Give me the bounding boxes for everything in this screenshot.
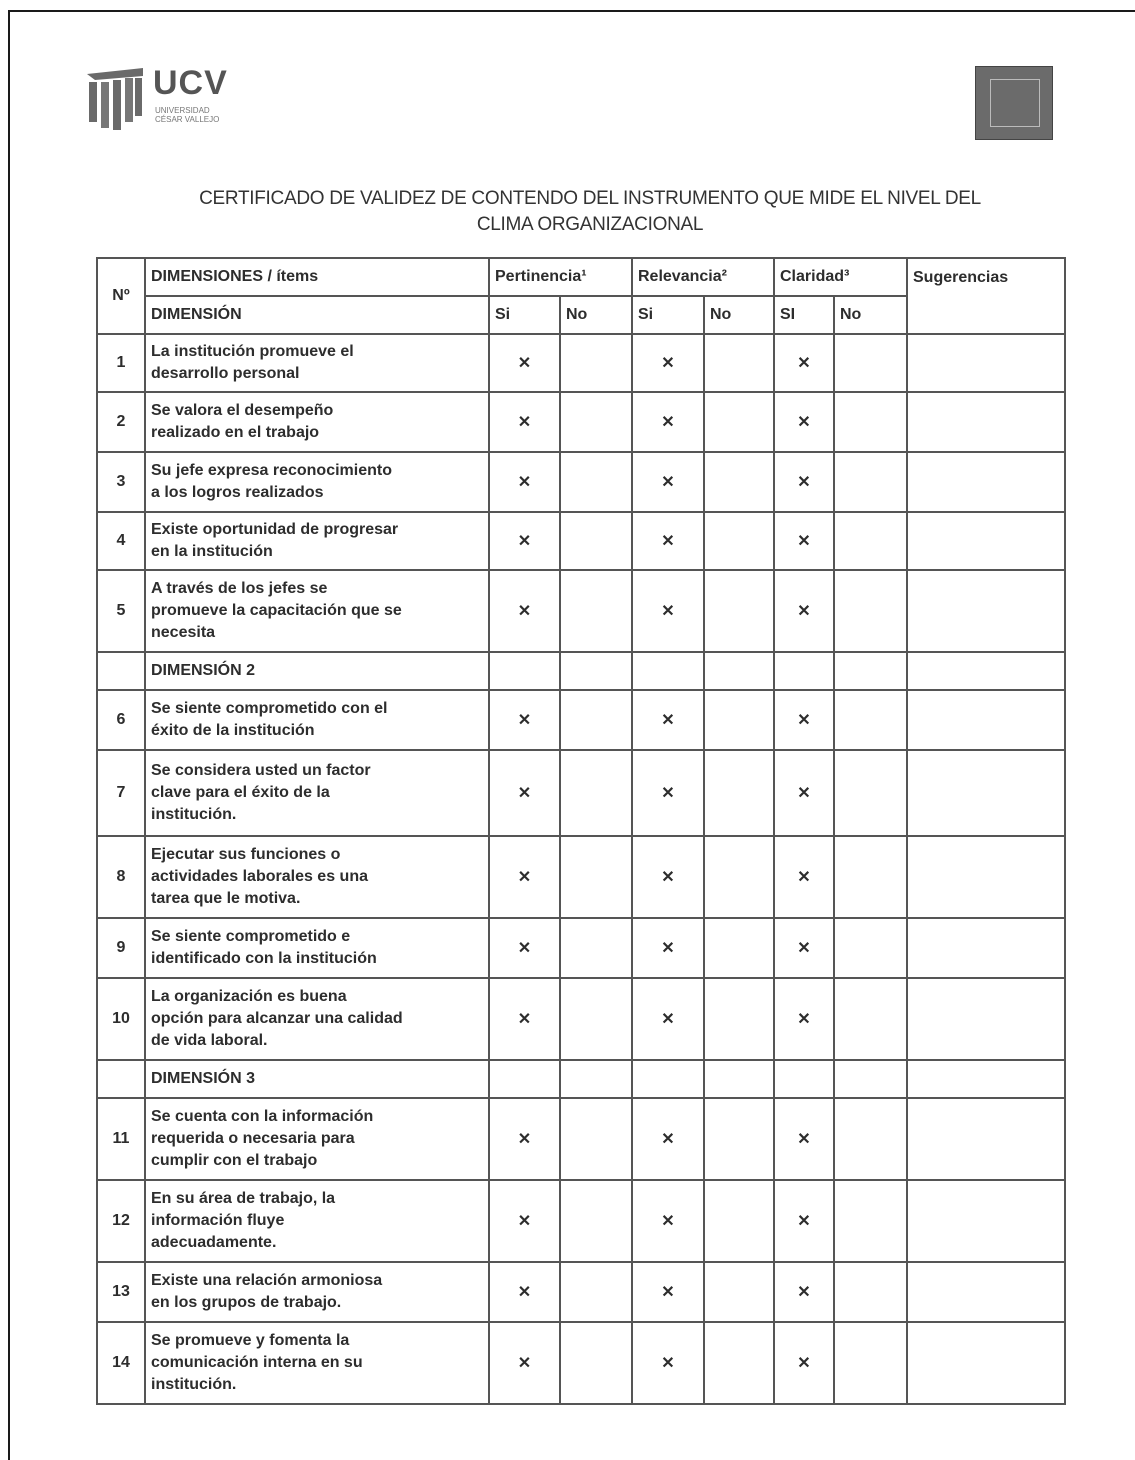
check-mark: ✕	[489, 1180, 560, 1262]
header-no: No	[834, 296, 907, 334]
check-mark: ✕	[632, 978, 704, 1060]
check-mark: ✕	[774, 1262, 834, 1322]
logo-wordmark: UCV	[153, 64, 228, 102]
check-mark: ✕	[489, 1098, 560, 1180]
check-mark: ✕	[632, 1262, 704, 1322]
check-mark: ✕	[632, 570, 704, 652]
table-row	[97, 452, 1065, 512]
dimension-3-label: DIMENSIÓN 3	[145, 1060, 489, 1098]
check-mark: ✕	[632, 334, 704, 392]
check-mark: ✕	[489, 836, 560, 918]
item-text: Se considera usted un factor clave para el éxito de la institución.	[145, 750, 489, 836]
item-number: 14	[97, 1322, 145, 1404]
check-mark: ✕	[632, 452, 704, 512]
check-mark: ✕	[632, 836, 704, 918]
check-mark: ✕	[489, 512, 560, 570]
item-text: Se cuenta con la información requerida o necesaria para cumplir con el trabajo	[145, 1098, 489, 1180]
item-number: 2	[97, 392, 145, 452]
check-mark: ✕	[489, 750, 560, 836]
header-row	[97, 258, 1065, 296]
table-row	[97, 750, 1065, 836]
check-mark: ✕	[489, 1262, 560, 1322]
table-row	[97, 1262, 1065, 1322]
check-mark: ✕	[632, 690, 704, 750]
table-row	[97, 334, 1065, 392]
validation-table	[96, 257, 1066, 1405]
check-mark: ✕	[632, 918, 704, 978]
logo-subtitle: UNIVERSIDAD CÉSAR VALLEJO	[155, 106, 220, 124]
ucv-logo	[85, 64, 255, 138]
item-text: A través de los jefes se promueve la capacitación que se necesita	[145, 570, 489, 652]
dimension-2-label: DIMENSIÓN 2	[145, 652, 489, 690]
table-row	[97, 1180, 1065, 1262]
header-relevancia: Relevancia²	[632, 258, 774, 296]
item-text: Ejecutar sus funciones o actividades laborales es una tarea que le motiva.	[145, 836, 489, 918]
header-pertinencia: Pertinencia¹	[489, 258, 632, 296]
check-mark: ✕	[774, 750, 834, 836]
check-mark: ✕	[632, 512, 704, 570]
check-mark: ✕	[774, 392, 834, 452]
check-mark: ✕	[774, 1322, 834, 1404]
check-mark: ✕	[489, 452, 560, 512]
document-title: CERTIFICADO DE VALIDEZ DE CONTENDO DEL INSTRUMENTO QUE MIDE EL NIVEL DEL CLIMA ORGANIZACIONAL	[199, 188, 981, 235]
item-text: Se siente comprometido con el éxito de la institución	[145, 690, 489, 750]
header-num: Nº	[97, 258, 145, 334]
check-mark: ✕	[489, 690, 560, 750]
table-row	[97, 978, 1065, 1060]
item-text: En su área de trabajo, la información fluye adecuadamente.	[145, 1180, 489, 1262]
check-mark: ✕	[632, 1180, 704, 1262]
check-mark: ✕	[632, 392, 704, 452]
item-text: Se valora el desempeño realizado en el trabajo	[145, 392, 489, 452]
table-row	[97, 1098, 1065, 1180]
header-sugerencias: Sugerencias	[907, 258, 1065, 334]
check-mark: ✕	[632, 750, 704, 836]
check-mark: ✕	[774, 512, 834, 570]
header-no: No	[704, 296, 774, 334]
header-claridad: Claridad³	[774, 258, 907, 296]
check-mark: ✕	[774, 570, 834, 652]
item-text: Se siente comprometido e identificado con la institución	[145, 918, 489, 978]
item-number: 3	[97, 452, 145, 512]
item-number: 9	[97, 918, 145, 978]
table-row	[97, 1322, 1065, 1404]
table-row	[97, 570, 1065, 652]
check-mark: ✕	[632, 1098, 704, 1180]
header-dimensions: DIMENSIONES / ítems	[145, 258, 489, 296]
check-mark: ✕	[774, 978, 834, 1060]
table-row	[97, 512, 1065, 570]
item-number: 6	[97, 690, 145, 750]
item-number: 7	[97, 750, 145, 836]
item-text: Se promueve y fomenta la comunicación interna en su institución.	[145, 1322, 489, 1404]
item-number: 8	[97, 836, 145, 918]
check-mark: ✕	[774, 334, 834, 392]
check-mark: ✕	[774, 918, 834, 978]
header-no: No	[560, 296, 632, 334]
item-text: Existe una relación armoniosa en los grupos de trabajo.	[145, 1262, 489, 1322]
table-row	[97, 836, 1065, 918]
header-dimension: DIMENSIÓN	[145, 296, 489, 334]
check-mark: ✕	[489, 570, 560, 652]
item-number: 5	[97, 570, 145, 652]
check-mark: ✕	[489, 392, 560, 452]
check-mark: ✕	[774, 1098, 834, 1180]
ucv-emblem-icon	[85, 68, 149, 134]
header-si: SI	[774, 296, 834, 334]
header-si: Si	[489, 296, 560, 334]
check-mark: ✕	[489, 978, 560, 1060]
check-mark: ✕	[632, 1322, 704, 1404]
check-mark: ✕	[774, 690, 834, 750]
item-number: 11	[97, 1098, 145, 1180]
table-row	[97, 392, 1065, 452]
check-mark: ✕	[774, 1180, 834, 1262]
item-number: 10	[97, 978, 145, 1060]
dimension-row	[97, 1060, 1065, 1098]
dimension-row	[97, 652, 1065, 690]
check-mark: ✕	[489, 1322, 560, 1404]
item-number: 4	[97, 512, 145, 570]
check-mark: ✕	[774, 452, 834, 512]
item-number: 1	[97, 334, 145, 392]
item-text: Su jefe expresa reconocimiento a los logros realizados	[145, 452, 489, 512]
stamp-icon	[975, 66, 1053, 140]
header-si: Si	[632, 296, 704, 334]
table-row	[97, 690, 1065, 750]
item-text: La institución promueve el desarrollo personal	[145, 334, 489, 392]
table-row	[97, 918, 1065, 978]
check-mark: ✕	[489, 918, 560, 978]
check-mark: ✕	[774, 836, 834, 918]
item-text: Existe oportunidad de progresar en la institución	[145, 512, 489, 570]
check-mark: ✕	[489, 334, 560, 392]
item-text: La organización es buena opción para alcanzar una calidad de vida laboral.	[145, 978, 489, 1060]
item-number: 13	[97, 1262, 145, 1322]
item-number: 12	[97, 1180, 145, 1262]
